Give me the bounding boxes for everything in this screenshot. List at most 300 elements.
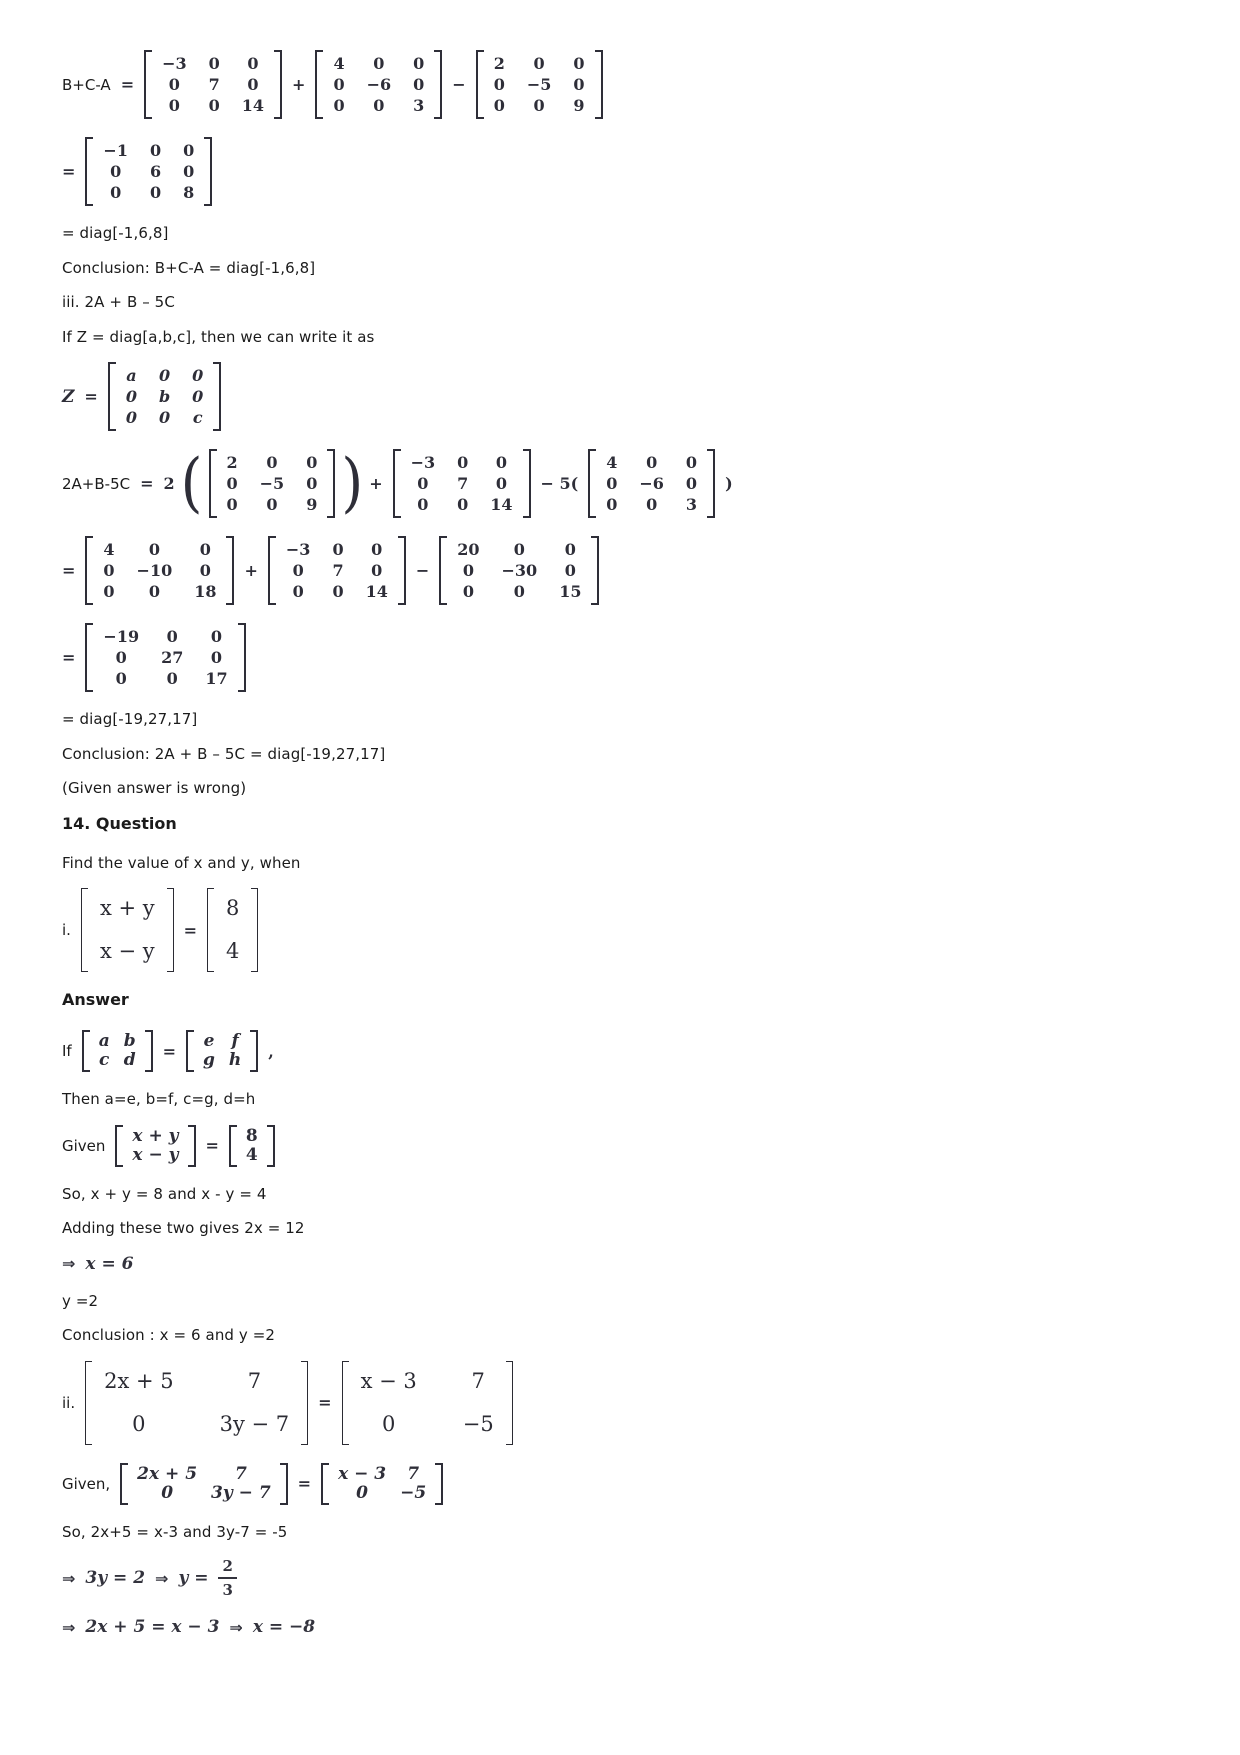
close-paren: ): [725, 474, 733, 493]
matrix-cell: 4: [226, 939, 240, 963]
adding-line: Adding these two gives 2x = 12: [62, 1219, 305, 1237]
matrix-b: [393, 449, 531, 518]
matrix-left: [120, 1463, 288, 1505]
matrix-cell: 20: [457, 540, 480, 559]
matrix-cell: x − y: [99, 939, 155, 963]
equation-question-i: [62, 888, 1200, 972]
matrix-cell: 0: [247, 75, 259, 94]
equals-sign: =: [140, 474, 154, 493]
matrix-cell: −19: [103, 627, 140, 646]
matrix-cell: 0: [110, 162, 122, 181]
answer-heading: Answer: [62, 990, 129, 1009]
matrix-cell: 0: [457, 495, 469, 514]
matrix-cell: x + y: [132, 1125, 179, 1146]
item-i-label: i.: [62, 921, 71, 939]
matrix-cell: 7: [234, 1463, 247, 1484]
matrix-left-bracket: [144, 50, 152, 119]
matrix-cell: 0: [210, 648, 223, 667]
equation-2a-plus-b-minus-5c: [62, 445, 1200, 521]
matrix-left-bracket: [209, 449, 217, 518]
matrix-cell: 0: [356, 1482, 369, 1503]
matrix-cell: 0: [158, 366, 171, 385]
matrix-z: [108, 362, 221, 431]
matrix-grid: [245, 1125, 259, 1167]
matrix-cell: x − y: [132, 1144, 179, 1165]
math-expression: 3y = 2: [85, 1568, 146, 1588]
matrix-cell: 0: [292, 582, 304, 601]
matrix-left-bracket: [120, 1463, 128, 1505]
matrix-efgh: [186, 1030, 258, 1072]
matrix-cell: 8: [226, 896, 240, 920]
matrix-cell: 4: [333, 54, 345, 73]
implies-arrow-icon: ⇒: [229, 1617, 243, 1637]
equation-label: B+C-A: [62, 75, 111, 94]
matrix-grid: [131, 1125, 179, 1167]
matrix-cell: 0: [226, 495, 238, 514]
fraction-denominator: 3: [222, 1581, 233, 1599]
matrix-right-bracket: [167, 888, 174, 972]
matrix-cell: f: [231, 1031, 239, 1051]
matrix-cell: 3: [413, 96, 425, 115]
matrix-right-bracket: [251, 888, 258, 972]
equation-z: [62, 362, 1200, 431]
matrix-grid: [101, 137, 196, 206]
matrix-5c: [439, 536, 599, 605]
matrix-right-bracket: [280, 1463, 288, 1505]
matrix-cell: 0: [125, 387, 137, 406]
matrix-right-bracket: [267, 1125, 275, 1167]
equation-2a-plus-b-minus-5c-result: [62, 623, 1200, 692]
matrix-right: [321, 1463, 443, 1505]
matrix-cell: a: [98, 1031, 110, 1051]
matrix-cell: −30: [501, 561, 538, 580]
matrix-cell: 0: [192, 366, 204, 385]
conclusion-line: Conclusion : x = 6 and y =2: [62, 1326, 276, 1344]
matrix-left-bracket: [342, 1361, 349, 1445]
plus-sign: +: [244, 561, 258, 580]
matrix-grid: [284, 536, 390, 605]
matrix-left-bracket: [393, 449, 401, 518]
matrix-grid: [409, 449, 515, 518]
matrix-cell: d: [123, 1050, 136, 1070]
matrix-cell: 0: [685, 474, 698, 493]
matrix-2a: [85, 536, 234, 605]
equation-question-ii: [62, 1361, 1200, 1445]
matrix-cell: 0: [373, 96, 385, 115]
matrix-cell: 0: [210, 627, 223, 646]
matrix-cell: 7: [457, 474, 469, 493]
matrix-b: [268, 536, 406, 605]
matrix-left-bracket: [321, 1463, 329, 1505]
matrix-cell: 0: [685, 453, 698, 472]
equals-sign: =: [120, 75, 135, 94]
matrix-grid: [331, 50, 426, 119]
matrix-cell: 7: [208, 75, 220, 94]
matrix-grid: [604, 449, 699, 518]
equation-b-plus-c-minus-a-result: [62, 137, 1200, 206]
matrix-right-bracket: [301, 1361, 308, 1445]
matrix-cell: 0: [226, 474, 238, 493]
matrix-right: [342, 1361, 513, 1445]
equals-sign: =: [62, 648, 76, 667]
equation-given-i: [62, 1125, 1200, 1167]
matrix-cell: 3: [685, 495, 698, 514]
matrix-left-bracket: [476, 50, 484, 119]
matrix-84: [229, 1125, 275, 1167]
matrix-cell: 0: [417, 474, 429, 493]
matrix-cell: −6: [366, 75, 392, 94]
equation-2a-plus-b-minus-5c-step: [62, 536, 1200, 605]
matrix-cell: 0: [149, 183, 162, 202]
equation-x-equals-6: [62, 1254, 1200, 1274]
matrix-cell: 0: [493, 75, 505, 94]
matrix-right-bracket: [274, 50, 282, 119]
matrix-grid: [124, 362, 205, 431]
matrix-cell: 0: [457, 453, 469, 472]
matrix-cell: 0: [564, 561, 576, 580]
matrix-cell: 8: [245, 1125, 258, 1146]
question-text: Find the value of x and y, when: [62, 853, 301, 872]
matrix-right-bracket: [188, 1125, 196, 1167]
matrix-right-bracket: [434, 50, 442, 119]
matrix-cell: 0: [606, 474, 618, 493]
matrix-cell: 0: [149, 141, 162, 160]
matrix-cell: −5: [462, 1411, 494, 1436]
conclusion-line: Conclusion: B+C-A = diag[-1,6,8]: [62, 258, 316, 277]
matrix-cell: 0: [125, 408, 137, 427]
matrix-grid: [101, 623, 229, 692]
matrix-cell: 0: [103, 561, 115, 580]
matrix-cell: 3y − 7: [219, 1411, 290, 1436]
matrix-left-bracket: [82, 1030, 90, 1072]
matrix-left-bracket: [229, 1125, 237, 1167]
matrix-cell: 14: [241, 96, 265, 115]
matrix-cell: 0: [564, 540, 576, 559]
given-label: Given: [62, 1136, 106, 1155]
matrix-cell: −1: [103, 141, 128, 160]
matrix-cell: x − 3: [360, 1368, 417, 1393]
matrix-cell: 0: [573, 54, 585, 73]
matrix-cell: 17: [205, 669, 228, 688]
matrix-right-bracket: [213, 362, 221, 431]
math-expression: y =: [178, 1568, 209, 1588]
matrix-cell: 4: [606, 453, 618, 472]
if-label: If: [62, 1042, 72, 1060]
diag-result-line: = diag[-19,27,17]: [62, 710, 198, 728]
matrix-cell: 0: [413, 54, 425, 73]
minus-sign: −: [415, 561, 430, 580]
matrix-left-bracket: [115, 1125, 123, 1167]
matrix-cell: 0: [148, 540, 160, 559]
matrix-cell: b: [123, 1031, 136, 1051]
matrix-cell: 15: [559, 582, 582, 601]
matrix-cell: 4: [103, 540, 115, 559]
matrix-cell: 0: [199, 540, 211, 559]
matrix-cell: 0: [306, 474, 318, 493]
matrix-cell: 0: [462, 582, 474, 601]
matrix-cell: 4: [245, 1144, 258, 1165]
if-z-line: If Z = diag[a,b,c], then we can write it as: [62, 327, 375, 346]
matrix-right-bracket: [591, 536, 599, 605]
matrix-cell: 8: [183, 183, 195, 202]
matrix-cell: 0: [495, 453, 507, 472]
matrix-cell: 9: [306, 495, 318, 514]
implies-arrow-icon: ⇒: [62, 1617, 76, 1637]
matrix-cell: 0: [292, 561, 304, 580]
matrix-result: [85, 137, 212, 206]
matrix-cell: 2x + 5: [104, 1368, 174, 1393]
matrix-left-bracket: [81, 888, 88, 972]
diag-result-line: = diag[-1,6,8]: [62, 224, 169, 242]
matrix-cell: 2: [226, 453, 238, 472]
matrix-right-bracket: [435, 1463, 443, 1505]
matrix-cell: 0: [381, 1411, 396, 1436]
matrix-cell: 0: [417, 495, 429, 514]
matrix-right-bracket: [595, 50, 603, 119]
plus-sign: +: [369, 474, 383, 493]
math-expression: x = 6: [85, 1253, 134, 1274]
matrix-xy: [81, 888, 174, 972]
equals-sign: =: [205, 1136, 219, 1155]
matrix-cell: 0: [266, 453, 278, 472]
matrix-cell: 6: [149, 162, 162, 181]
matrix-cell: 9: [573, 96, 585, 115]
equation-label: 2A+B-5C: [62, 474, 131, 493]
matrix-cell: 0: [168, 75, 180, 94]
matrix-right-bracket: [398, 536, 406, 605]
matrix-cell: 27: [161, 648, 184, 667]
equals-sign: =: [297, 1474, 312, 1493]
matrix-cell: 7: [332, 561, 344, 580]
matrix-cell: 0: [533, 54, 545, 73]
matrix-cell: 0: [168, 96, 180, 115]
matrix-cell: 0: [199, 561, 211, 580]
plus-sign: +: [292, 75, 306, 94]
then-line: Then a=e, b=f, c=g, d=h: [62, 1090, 256, 1108]
matrix-left-bracket: [85, 623, 93, 692]
matrix-c: [588, 449, 715, 518]
matrix-cell: 0: [332, 582, 344, 601]
matrix-cell: 7: [471, 1368, 485, 1393]
fraction-numerator: 2: [218, 1557, 236, 1579]
matrix-grid: [492, 50, 587, 119]
matrix-left-bracket: [186, 1030, 194, 1072]
math-expression: x = −8: [252, 1617, 316, 1637]
matrix-right-bracket: [226, 536, 234, 605]
matrix-cell: 0: [208, 96, 220, 115]
matrix-cell: 14: [365, 582, 388, 601]
matrix-cell: 0: [158, 408, 171, 427]
matrix-cell: 0: [333, 96, 345, 115]
matrix-left-bracket: [108, 362, 116, 431]
matrix-grid: [101, 536, 218, 605]
fraction-two-thirds: [218, 1557, 236, 1599]
equals-sign: =: [162, 1041, 177, 1061]
comma: ,: [268, 1041, 274, 1061]
equals-sign: =: [62, 561, 76, 580]
matrix-cell: −5: [259, 474, 285, 493]
matrix-cell: 0: [513, 582, 525, 601]
matrix-a: [476, 50, 603, 119]
matrix-cell: 0: [103, 582, 115, 601]
math-expression: 2x + 5 = x − 3: [85, 1617, 220, 1637]
matrix-cell: 0: [573, 75, 585, 94]
matrix-cell: 0: [266, 495, 278, 514]
matrix-grid: [337, 1463, 427, 1505]
matrix-cell: 0: [646, 495, 658, 514]
matrix-left-bracket: [85, 137, 93, 206]
matrix-cell: c: [99, 1050, 110, 1070]
close-paren: ): [341, 445, 364, 521]
matrix-cell: −3: [162, 54, 187, 73]
matrix-cell: g: [203, 1050, 215, 1070]
matrix-cell: 0: [495, 474, 507, 493]
matrix-cell: −6: [639, 474, 664, 493]
matrix-right-bracket: [204, 137, 212, 206]
matrix-right-bracket: [523, 449, 531, 518]
matrix-cell: 0: [161, 1482, 174, 1503]
matrix-right-bracket: [707, 449, 715, 518]
equation-x-minus-8: [62, 1617, 1200, 1637]
matrix-cell: −3: [410, 453, 436, 472]
matrix-grid: [455, 536, 583, 605]
equals-sign: =: [183, 920, 197, 940]
implies-arrow-icon: ⇒: [62, 1254, 76, 1273]
wrong-answer-note: (Given answer is wrong): [62, 779, 247, 797]
given-label: Given,: [62, 1474, 111, 1493]
matrix-cell: c: [192, 408, 203, 427]
matrix-result: [85, 623, 245, 692]
matrix-cell: 0: [332, 540, 344, 559]
matrix-left-bracket: [85, 536, 93, 605]
matrix-cell: 7: [247, 1368, 262, 1393]
equation-given-ii: [62, 1463, 1200, 1505]
matrix-cell: 0: [333, 75, 345, 94]
matrix-cell: 0: [208, 54, 220, 73]
matrix-right-bracket: [145, 1030, 153, 1072]
implies-arrow-icon: ⇒: [62, 1568, 76, 1588]
matrix-cell: 2: [493, 54, 505, 73]
matrix-left: [85, 1361, 308, 1445]
coefficient-2: 2: [163, 474, 175, 493]
matrix-grid: [136, 1463, 272, 1505]
matrix-cell: a: [126, 366, 137, 385]
equation-label-z: Z: [62, 386, 75, 407]
matrix-cell: 0: [115, 669, 127, 688]
matrix-cell: −3: [285, 540, 311, 559]
matrix-cell: h: [228, 1050, 242, 1070]
matrix-cell: 7: [407, 1463, 420, 1484]
matrix-cell: −5: [400, 1482, 427, 1503]
matrix-cell: 3y − 7: [211, 1482, 271, 1503]
y-equals-2-line: y =2: [62, 1291, 99, 1310]
matrix-grid: [96, 888, 159, 972]
question-heading: 14. Question: [62, 813, 177, 833]
minus-sign: −: [452, 75, 466, 94]
matrix-cell: 0: [183, 162, 195, 181]
matrix-abcd: [82, 1030, 153, 1072]
matrix-84: [207, 888, 258, 972]
so-line: So, x + y = 8 and x - y = 4: [62, 1184, 267, 1203]
matrix-cell: 14: [490, 495, 513, 514]
matrix-cell: 0: [513, 540, 525, 559]
conclusion-line: Conclusion: 2A + B – 5C = diag[-19,27,17]: [62, 744, 386, 763]
equals-sign: =: [84, 387, 98, 406]
matrix-cell: 0: [115, 648, 127, 667]
item-ii-label: ii.: [62, 1393, 76, 1412]
matrix-cell: x − 3: [338, 1463, 387, 1484]
equals-sign: =: [62, 162, 76, 181]
matrix-right-bracket: [250, 1030, 258, 1072]
matrix-cell: 0: [371, 540, 383, 559]
matrix-grid: [222, 888, 243, 972]
equation-y-two-thirds: [62, 1557, 1200, 1599]
item-iii-line: iii. 2A + B – 5C: [62, 293, 175, 311]
matrix-cell: −5: [526, 75, 552, 94]
matrix-grid: [98, 1030, 137, 1072]
matrix-cell: 0: [132, 1411, 146, 1436]
matrix-grid: [202, 1030, 242, 1072]
matrix-b: [144, 50, 282, 119]
matrix-right-bracket: [238, 623, 246, 692]
matrix-cell: 0: [413, 75, 425, 94]
matrix-cell: 18: [194, 582, 217, 601]
matrix-right-bracket: [327, 449, 335, 518]
equation-b-plus-c-minus-a: [62, 50, 1200, 119]
matrix-left-bracket: [207, 888, 214, 972]
matrix-cell: 0: [183, 141, 195, 160]
matrix-cell: 0: [166, 669, 178, 688]
matrix-cell: 0: [371, 561, 383, 580]
matrix-cell: −10: [136, 561, 173, 580]
matrix-cell: e: [203, 1031, 215, 1051]
matrix-cell: 0: [192, 387, 204, 406]
matrix-xy: [115, 1125, 195, 1167]
matrix-cell: 0: [646, 453, 658, 472]
equals-sign: =: [318, 1393, 332, 1412]
matrix-left-bracket: [268, 536, 276, 605]
matrix-cell: 0: [606, 495, 618, 514]
implies-arrow-icon: ⇒: [155, 1568, 169, 1588]
matrix-grid: [160, 50, 266, 119]
matrix-cell: 0: [533, 96, 545, 115]
matrix-cell: 0: [493, 96, 505, 115]
matrix-left-bracket: [439, 536, 447, 605]
matrix-cell: x + y: [99, 896, 155, 920]
matrix-grid: [225, 449, 320, 518]
matrix-cell: 0: [462, 561, 474, 580]
matrix-cell: b: [158, 387, 171, 406]
matrix-cell: 0: [373, 54, 385, 73]
matrix-left-bracket: [315, 50, 323, 119]
equation-if-abcd: [62, 1030, 1200, 1072]
matrix-grid: [100, 1361, 293, 1445]
matrix-c: [315, 50, 442, 119]
matrix-cell: 0: [110, 183, 122, 202]
matrix-cell: 0: [166, 627, 178, 646]
so-line: So, 2x+5 = x-3 and 3y-7 = -5: [62, 1522, 288, 1541]
matrix-grid: [357, 1361, 498, 1445]
coefficient-minus-5: − 5(: [540, 474, 579, 493]
matrix-cell: 2x + 5: [137, 1463, 198, 1484]
matrix-left-bracket: [85, 1361, 92, 1445]
matrix-right-bracket: [506, 1361, 513, 1445]
matrix-cell: 0: [247, 54, 259, 73]
matrix-cell: 0: [148, 582, 160, 601]
matrix-left-bracket: [588, 449, 596, 518]
matrix-a: [209, 449, 336, 518]
open-paren: (: [180, 445, 203, 521]
